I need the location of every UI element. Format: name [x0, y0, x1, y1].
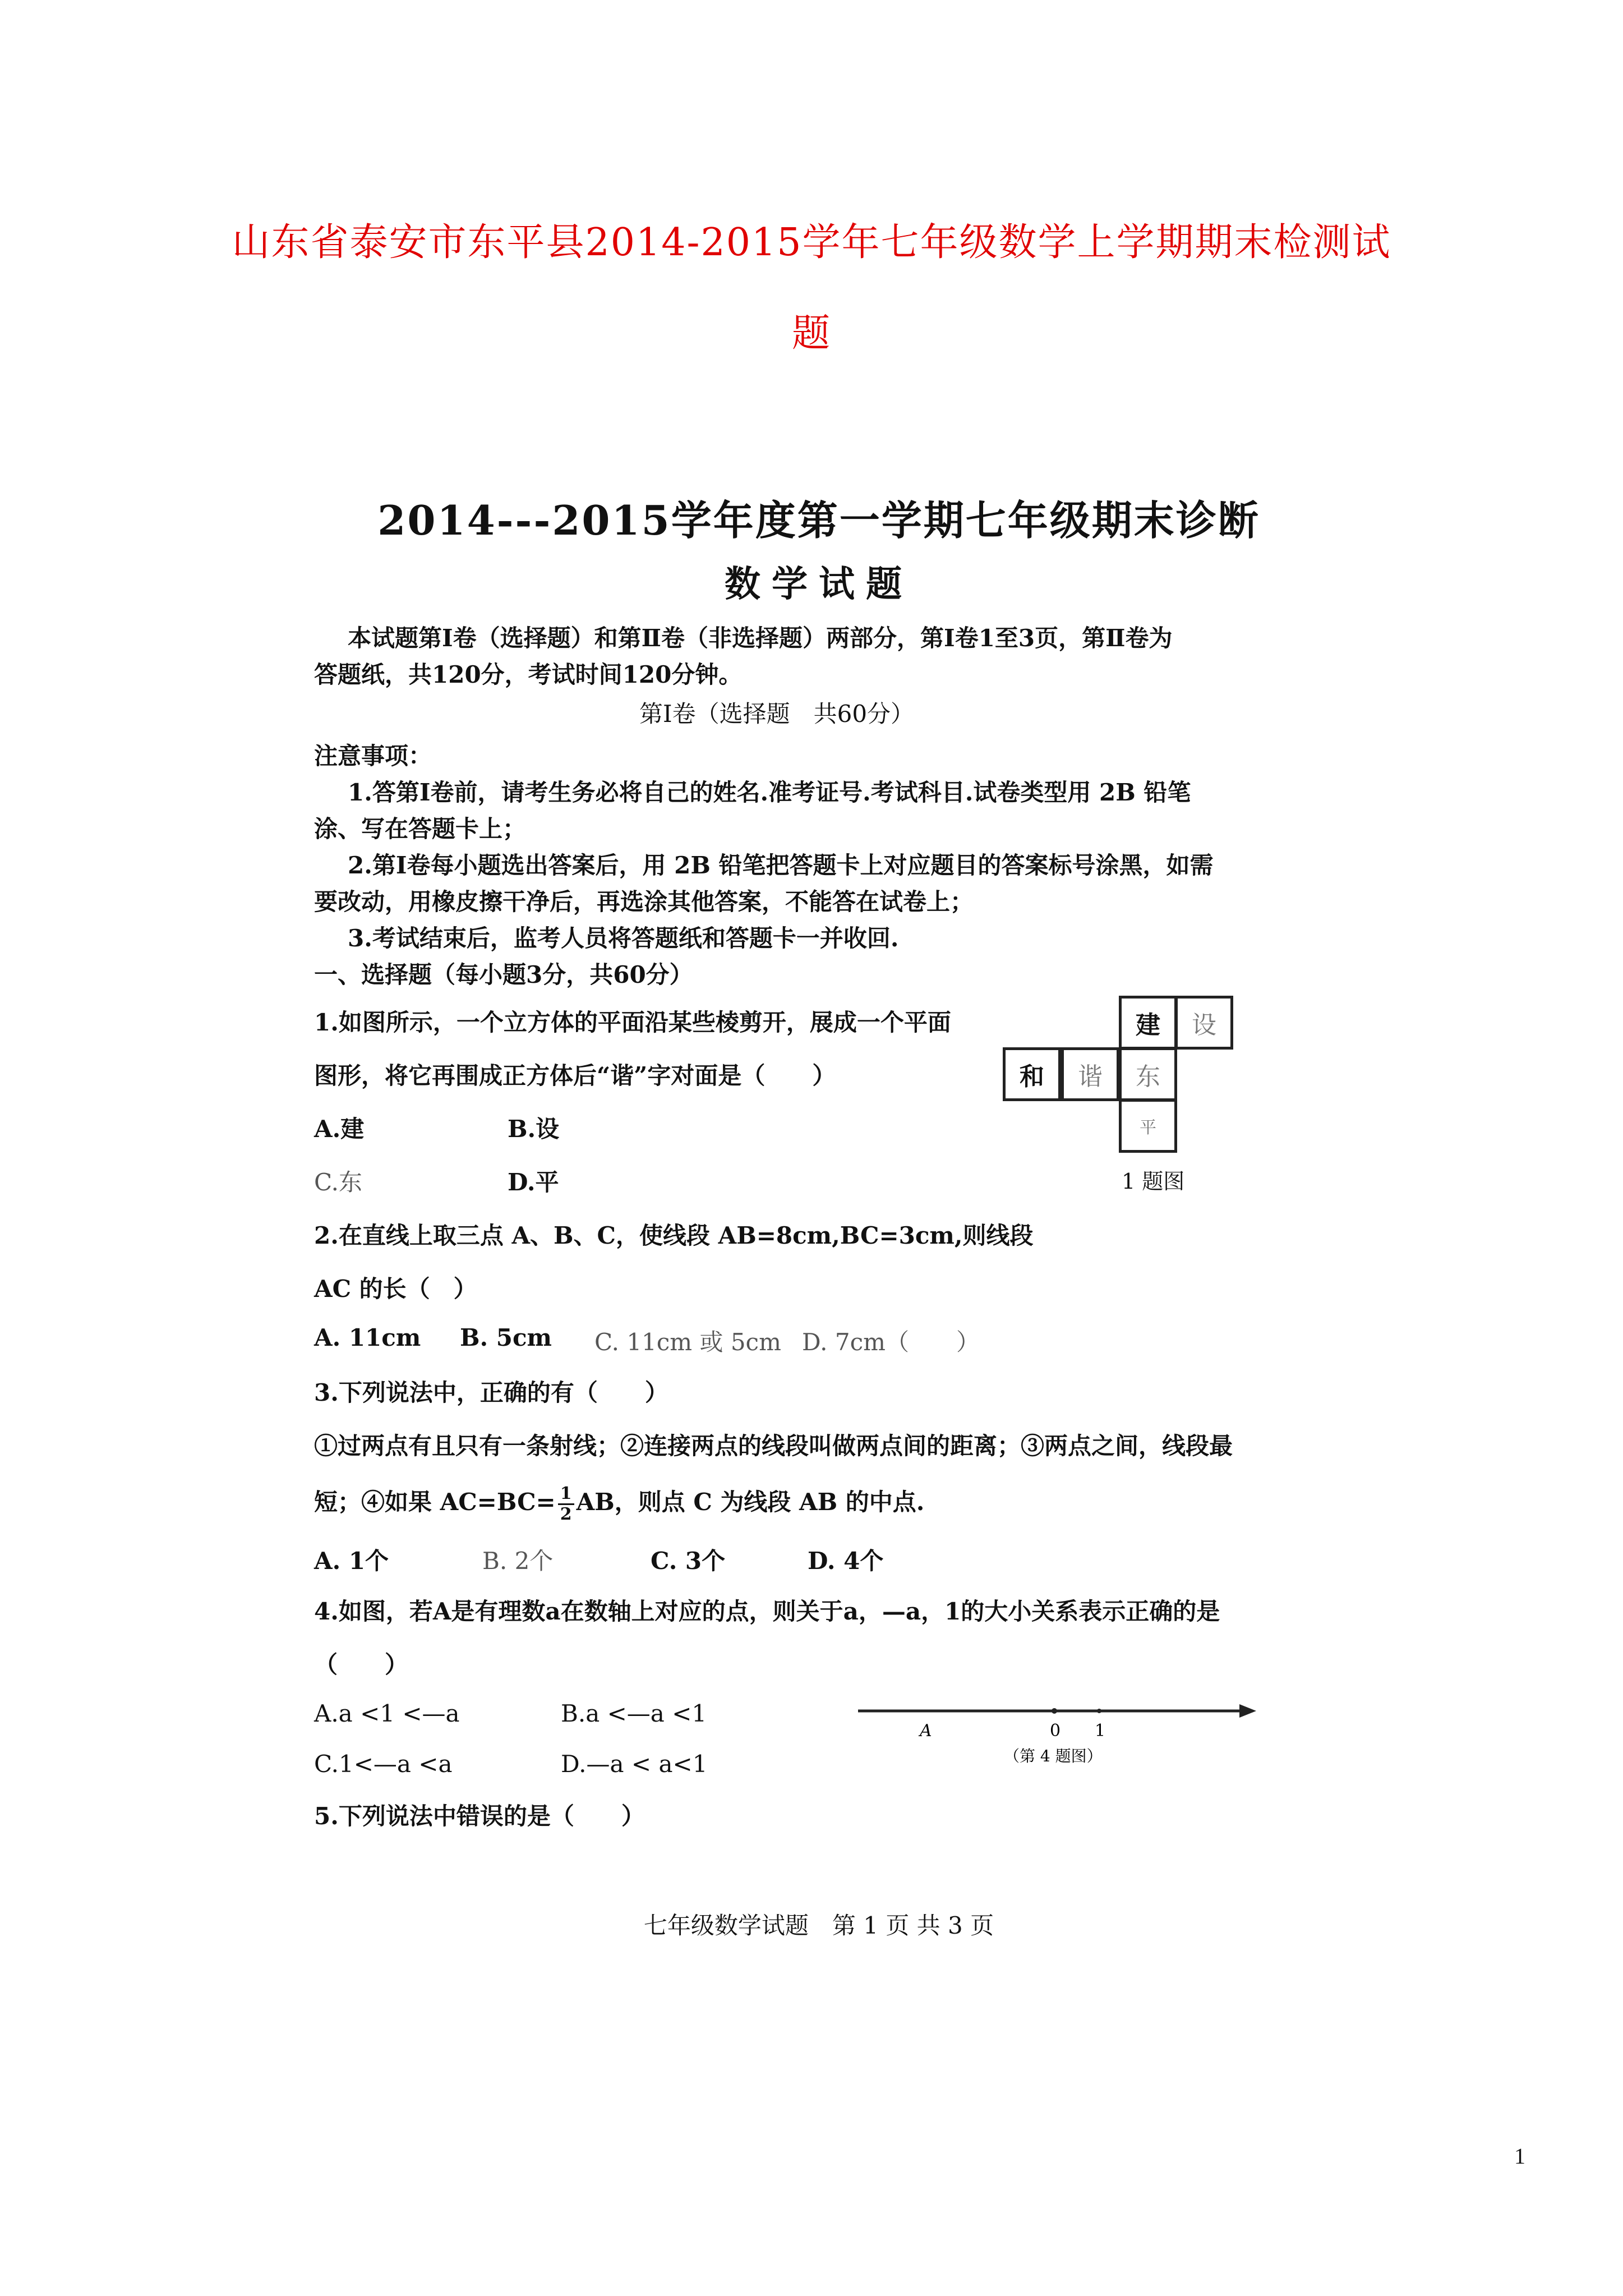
q5-text: 5.下列说法中错误的是（ ） [314, 1802, 645, 1830]
notice-1b: 涂、写在答题卡上； [314, 815, 527, 843]
notice-2a: 2.第Ⅰ卷每小题选出答案后，用 2B 铅笔把答题卡上对应题目的答案标号涂黑，如需 [348, 852, 1214, 879]
q4-option-c: C.1<—a <a [314, 1750, 453, 1778]
intro-line-2: 答题纸，共120分，考试时间120分钟。 [314, 661, 743, 688]
q4-number-line-figure [852, 1688, 1256, 1767]
exam-subject: 数学试题 [725, 563, 913, 605]
notice-1a: 1.答第Ⅰ卷前，请考生务必将自己的姓名.准考证号.考试科目.试卷类型用 2B 铅笔 [348, 779, 1191, 806]
q4-option-b: B.a <—a <1 [561, 1700, 707, 1727]
q3-statement-4-start: 短；④如果 AC=BC= [314, 1488, 556, 1516]
net-cell-he: 和 [1003, 1047, 1061, 1101]
q1-option-a: A.建 [314, 1115, 365, 1143]
intro-line-1: 本试题第Ⅰ卷（选择题）和第Ⅱ卷（非选择题）两部分，第Ⅰ卷1至3页，第Ⅱ卷为 [348, 624, 1173, 652]
page-number: 1 [1514, 2143, 1525, 2169]
q3-option-d: D. 4个 [808, 1547, 884, 1575]
q2-option-a: A. 11cm [314, 1324, 421, 1351]
q4-option-d: D.—a < a<1 [561, 1750, 708, 1778]
q3-text: 3.下列说法中，正确的有（ ） [314, 1379, 668, 1406]
q3-option-b: B. 2个 [482, 1547, 554, 1575]
net-cell-jian: 建 [1119, 996, 1177, 1050]
document-title-line-1: 山东省泰安市东平县2014-2015学年七年级数学上学期期末检测试 [232, 220, 1391, 265]
point-a-label: A [920, 1721, 932, 1741]
q1-option-b: B.设 [508, 1115, 560, 1143]
q1-option-d: D.平 [508, 1168, 559, 1196]
q1-option-c: C.东 [314, 1168, 362, 1196]
q1-figure-caption: 1 题图 [1122, 1169, 1185, 1194]
fraction-denominator: 2 [560, 1504, 572, 1524]
q4-figure-caption: （第 4 题图） [1004, 1747, 1103, 1765]
fraction-numerator: 1 [558, 1484, 574, 1505]
net-cell-dong: 东 [1119, 1047, 1177, 1101]
q2-text-a: 2.在直线上取三点 A、B、C，使线段 AB=8cm,BC=3cm,则线段 [314, 1222, 1034, 1249]
document-title-line-2: 题 [791, 311, 831, 356]
notice-2b: 要改动，用橡皮擦干净后，再选涂其他答案，不能答在试卷上； [314, 888, 974, 915]
net-cell-ping: 平 [1119, 1099, 1177, 1153]
exam-heading: 2014---2015学年度第一学期七年级期末诊断 [377, 496, 1260, 544]
number-line-arrow-icon [1239, 1704, 1256, 1718]
q3-statements-line-1: ①过两点有且只有一条射线；②连接两点的线段叫做两点间的距离；③两点之间，线段最 [314, 1432, 1233, 1460]
section-1-title: 一、选择题（每小题3分，共60分） [314, 961, 693, 988]
q3-statements-line-2 [314, 1484, 924, 1524]
notice-title: 注意事项： [314, 742, 432, 770]
q2-option-d: D. 7cm（ ） [802, 1328, 980, 1356]
net-cell-xie: 谐 [1061, 1047, 1119, 1101]
origin-point [1052, 1708, 1057, 1714]
q3-fraction [558, 1484, 574, 1524]
q3-option-c: C. 3个 [651, 1547, 726, 1575]
q4-option-a: A.a <1 <—a [314, 1700, 460, 1727]
q1-text-b: 图形，将它再围成正方体后“谐”字对面是（ ） [314, 1062, 836, 1089]
q3-statement-4-end: AB，则点 C 为线段 AB 的中点. [576, 1488, 925, 1516]
exam-page-footer: 七年级数学试题 第 1 页 共 3 页 [643, 1912, 994, 1939]
q4-text-a: 4.如图，若A是有理数a在数轴上对应的点，则关于a，—a，1的大小关系表示正确的是 [314, 1598, 1220, 1625]
q2-option-c: C. 11cm 或 5cm [594, 1328, 781, 1356]
q3-option-a: A. 1个 [314, 1547, 389, 1575]
unit-point [1097, 1709, 1101, 1713]
zero-label: 0 [1050, 1721, 1061, 1741]
net-cell-she: 设 [1175, 996, 1233, 1050]
q2-text-b: AC 的长（ ） [314, 1275, 477, 1303]
one-label: 1 [1095, 1721, 1106, 1741]
scanned-exam-page [314, 471, 1324, 1975]
q2-option-b: B. 5cm [460, 1324, 552, 1351]
part1-title: 第Ⅰ卷（选择题 共60分） [639, 700, 915, 728]
q1-text-a: 1.如图所示，一个立方体的平面沿某些棱剪开，展成一个平面 [314, 1009, 951, 1036]
notice-3: 3.考试结束后，监考人员将答题纸和答题卡一并收回. [348, 924, 899, 952]
q4-text-b: （ ） [314, 1651, 409, 1678]
